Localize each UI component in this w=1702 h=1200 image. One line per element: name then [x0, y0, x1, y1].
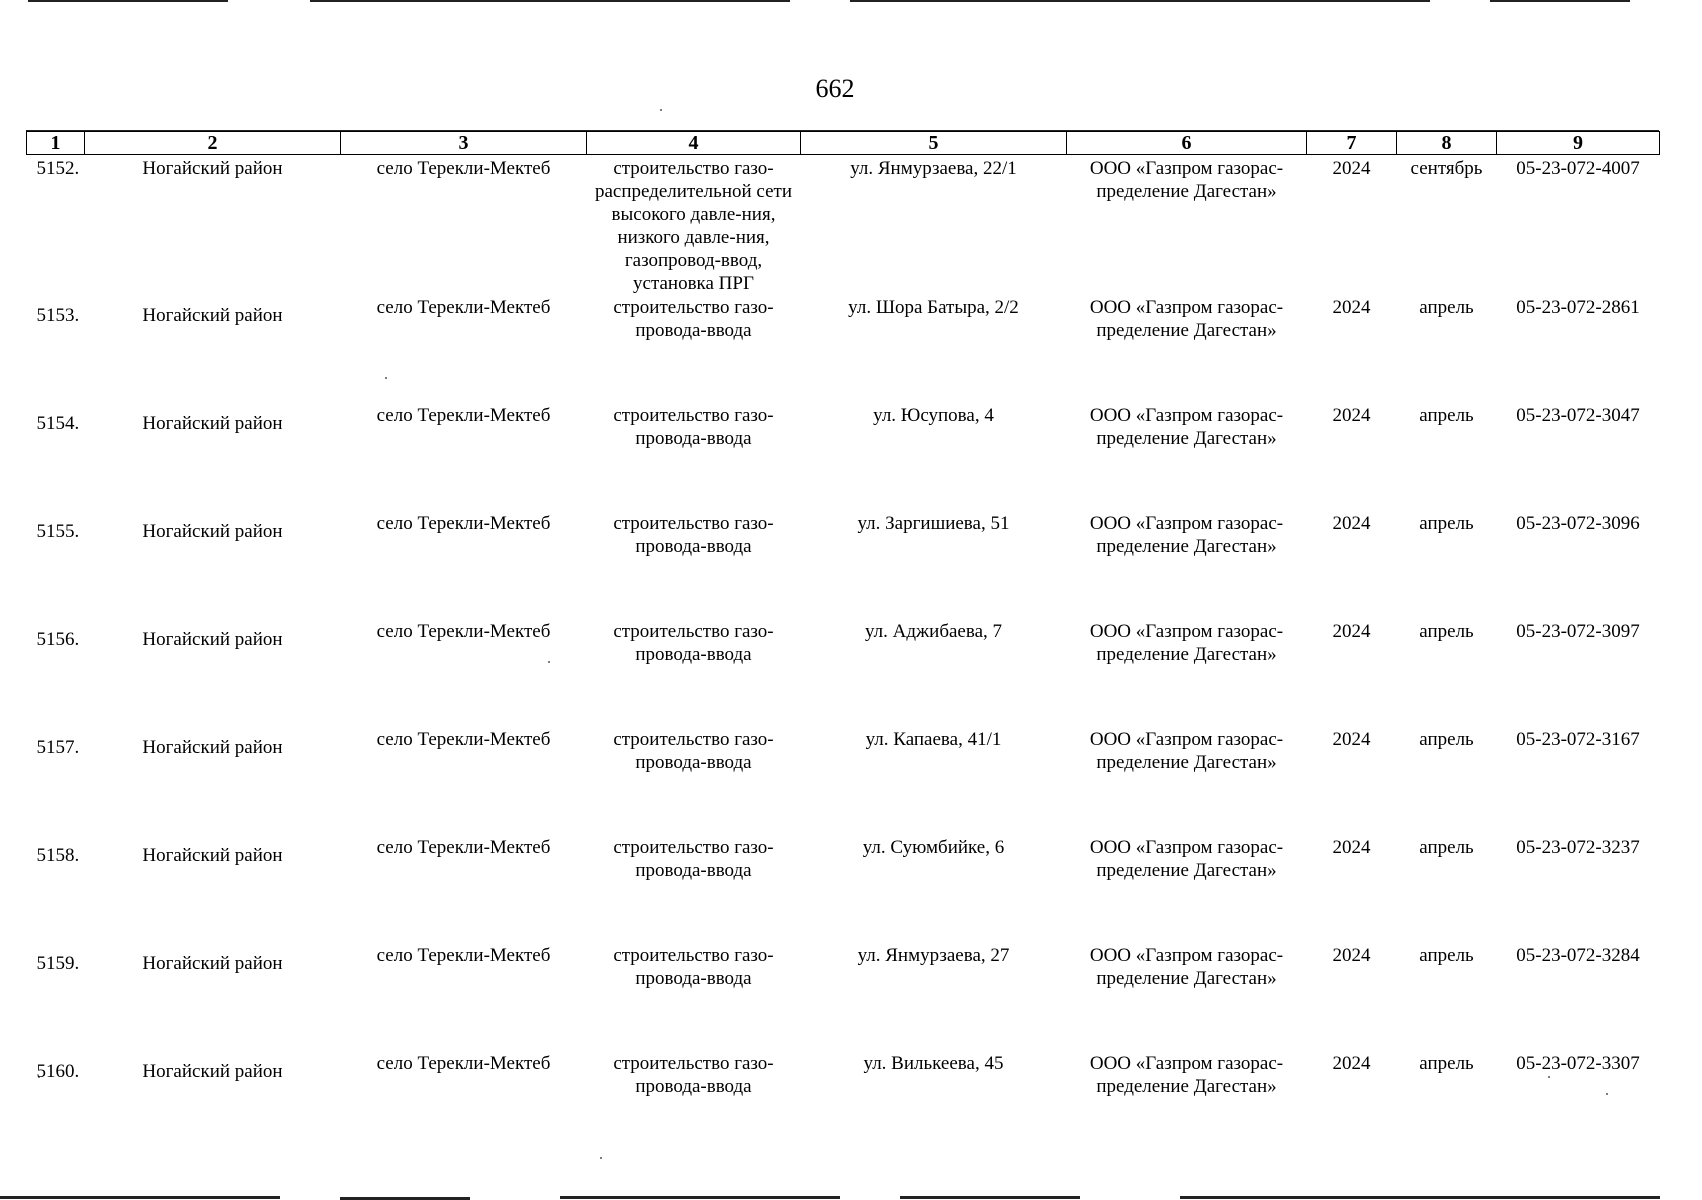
- table-row: [27, 296, 1660, 404]
- organization-cell: ООО «Газпром газорас-пределение Дагестан»: [1089, 1053, 1284, 1097]
- district-cell: Ногайский район: [142, 521, 283, 542]
- district-cell: Ногайский район: [142, 629, 283, 650]
- work-cell: строительство газо-распределительной сети высокого давле-ния, низкого давле-ния, газопровод-ввод, установка ПРГ: [594, 158, 792, 294]
- code-cell: 05-23-072-4007: [1516, 158, 1640, 179]
- work-cell: строительство газо-провода-ввода: [613, 621, 774, 665]
- organization-cell: ООО «Газпром газорас-пределение Дагестан»: [1089, 405, 1284, 449]
- table-body: [27, 155, 1660, 1161]
- row-number: 5158.: [36, 845, 80, 866]
- table-row: [27, 944, 1660, 1052]
- year-cell: 2024: [1332, 297, 1371, 318]
- address-cell: ул. Вилькеева, 45: [863, 1053, 1004, 1074]
- work-cell: строительство газо-провода-ввода: [613, 405, 774, 449]
- column-header-1: 1: [27, 132, 85, 155]
- column-header-5: 5: [801, 132, 1067, 155]
- registry-table: [26, 131, 1660, 1160]
- organization-cell: ООО «Газпром газорас-пределение Дагестан»: [1089, 297, 1284, 341]
- work-cell: строительство газо-провода-ввода: [613, 837, 774, 881]
- table-row: [27, 155, 1660, 297]
- settlement-cell: село Терекли-Мектеб: [376, 945, 551, 966]
- settlement-cell: село Терекли-Мектеб: [376, 158, 551, 179]
- work-cell: строительство газо-провода-ввода: [613, 729, 774, 773]
- work-cell: строительство газо-провода-ввода: [613, 1053, 774, 1097]
- column-header-6: 6: [1067, 132, 1307, 155]
- code-cell: 05-23-072-3167: [1516, 729, 1640, 750]
- year-cell: 2024: [1332, 158, 1371, 179]
- address-cell: ул. Суюмбийке, 6: [862, 837, 1005, 858]
- address-cell: ул. Аджибаева, 7: [864, 621, 1003, 642]
- column-header-2: 2: [85, 132, 341, 155]
- code-cell: 05-23-072-3096: [1516, 513, 1640, 534]
- row-number: 5155.: [36, 521, 80, 542]
- scan-edge-top-3: [850, 0, 1410, 2]
- header-row: [27, 132, 1660, 155]
- month-cell: апрель: [1419, 945, 1474, 966]
- settlement-cell: село Терекли-Мектеб: [376, 1053, 551, 1074]
- code-cell: 05-23-072-3284: [1516, 945, 1640, 966]
- settlement-cell: село Терекли-Мектеб: [376, 621, 551, 642]
- year-cell: 2024: [1332, 837, 1371, 858]
- district-cell: Ногайский район: [142, 158, 283, 179]
- settlement-cell: село Терекли-Мектеб: [376, 513, 551, 534]
- address-cell: ул. Янмурзаева, 27: [857, 945, 1010, 966]
- month-cell: сентябрь: [1410, 158, 1483, 179]
- district-cell: Ногайский район: [142, 305, 283, 326]
- column-header-8: 8: [1397, 132, 1497, 155]
- district-cell: Ногайский район: [142, 413, 283, 434]
- column-header-9: 9: [1497, 132, 1660, 155]
- row-number: 5152.: [36, 158, 80, 179]
- scan-edge-bottom-1: [0, 1196, 280, 1199]
- year-cell: 2024: [1332, 1053, 1371, 1074]
- scan-edge-bottom-5: [1180, 1196, 1660, 1199]
- row-number: 5157.: [36, 737, 80, 758]
- district-cell: Ногайский район: [142, 1061, 283, 1082]
- year-cell: 2024: [1332, 513, 1371, 534]
- column-header-3: 3: [341, 132, 587, 155]
- organization-cell: ООО «Газпром газорас-пределение Дагестан»: [1089, 945, 1284, 989]
- scan-edge-top-5: [1490, 0, 1630, 2]
- district-cell: Ногайский район: [142, 953, 283, 974]
- table-row: [27, 512, 1660, 620]
- year-cell: 2024: [1332, 729, 1371, 750]
- address-cell: ул. Янмурзаева, 22/1: [850, 158, 1017, 179]
- code-cell: 05-23-072-2861: [1516, 297, 1640, 318]
- scan-edge-bottom-4: [900, 1196, 1080, 1199]
- row-number: 5156.: [36, 629, 80, 650]
- address-cell: ул. Шора Батыра, 2/2: [848, 297, 1019, 318]
- row-number: 5159.: [36, 953, 80, 974]
- organization-cell: ООО «Газпром газорас-пределение Дагестан»: [1089, 621, 1284, 665]
- row-number: 5160.: [36, 1061, 80, 1082]
- month-cell: апрель: [1419, 513, 1474, 534]
- organization-cell: ООО «Газпром газорас-пределение Дагестан»: [1089, 837, 1284, 881]
- organization-cell: ООО «Газпром газорас-пределение Дагестан»: [1089, 158, 1284, 202]
- code-cell: 05-23-072-3237: [1516, 837, 1640, 858]
- scan-edge-bottom-3: [560, 1196, 840, 1199]
- address-cell: ул. Заргишиева, 51: [857, 513, 1010, 534]
- year-cell: 2024: [1332, 621, 1371, 642]
- table-row: [27, 620, 1660, 728]
- column-header-7: 7: [1307, 132, 1397, 155]
- district-cell: Ногайский район: [142, 845, 283, 866]
- table-row: [27, 728, 1660, 836]
- scan-edge-top-1: [28, 0, 228, 2]
- work-cell: строительство газо-провода-ввода: [613, 945, 774, 989]
- month-cell: апрель: [1419, 837, 1474, 858]
- row-number: 5153.: [36, 305, 80, 326]
- scan-speck: [660, 109, 662, 111]
- column-header-4: 4: [587, 132, 801, 155]
- row-number: 5154.: [36, 413, 80, 434]
- page-number: 662: [815, 74, 855, 103]
- month-cell: апрель: [1419, 1053, 1474, 1074]
- month-cell: апрель: [1419, 297, 1474, 318]
- settlement-cell: село Терекли-Мектеб: [376, 729, 551, 750]
- table-header: [27, 132, 1660, 155]
- address-cell: ул. Юсупова, 4: [873, 405, 994, 426]
- district-cell: Ногайский район: [142, 737, 283, 758]
- organization-cell: ООО «Газпром газорас-пределение Дагестан»: [1089, 729, 1284, 773]
- year-cell: 2024: [1332, 405, 1371, 426]
- code-cell: 05-23-072-3097: [1516, 621, 1640, 642]
- scan-edge-top-4: [1340, 0, 1430, 2]
- table-row: [27, 1052, 1660, 1160]
- work-cell: строительство газо-провода-ввода: [613, 297, 774, 341]
- month-cell: апрель: [1419, 621, 1474, 642]
- table-row: [27, 404, 1660, 512]
- year-cell: 2024: [1332, 945, 1371, 966]
- scan-edge-top-2: [310, 0, 790, 2]
- code-cell: 05-23-072-3307: [1516, 1053, 1640, 1074]
- month-cell: апрель: [1419, 405, 1474, 426]
- settlement-cell: село Терекли-Мектеб: [376, 837, 551, 858]
- code-cell: 05-23-072-3047: [1516, 405, 1640, 426]
- settlement-cell: село Терекли-Мектеб: [376, 405, 551, 426]
- organization-cell: ООО «Газпром газорас-пределение Дагестан»: [1089, 513, 1284, 557]
- work-cell: строительство газо-провода-ввода: [613, 513, 774, 557]
- month-cell: апрель: [1419, 729, 1474, 750]
- address-cell: ул. Капаева, 41/1: [865, 729, 1002, 750]
- settlement-cell: село Терекли-Мектеб: [376, 297, 551, 318]
- table-row: [27, 836, 1660, 944]
